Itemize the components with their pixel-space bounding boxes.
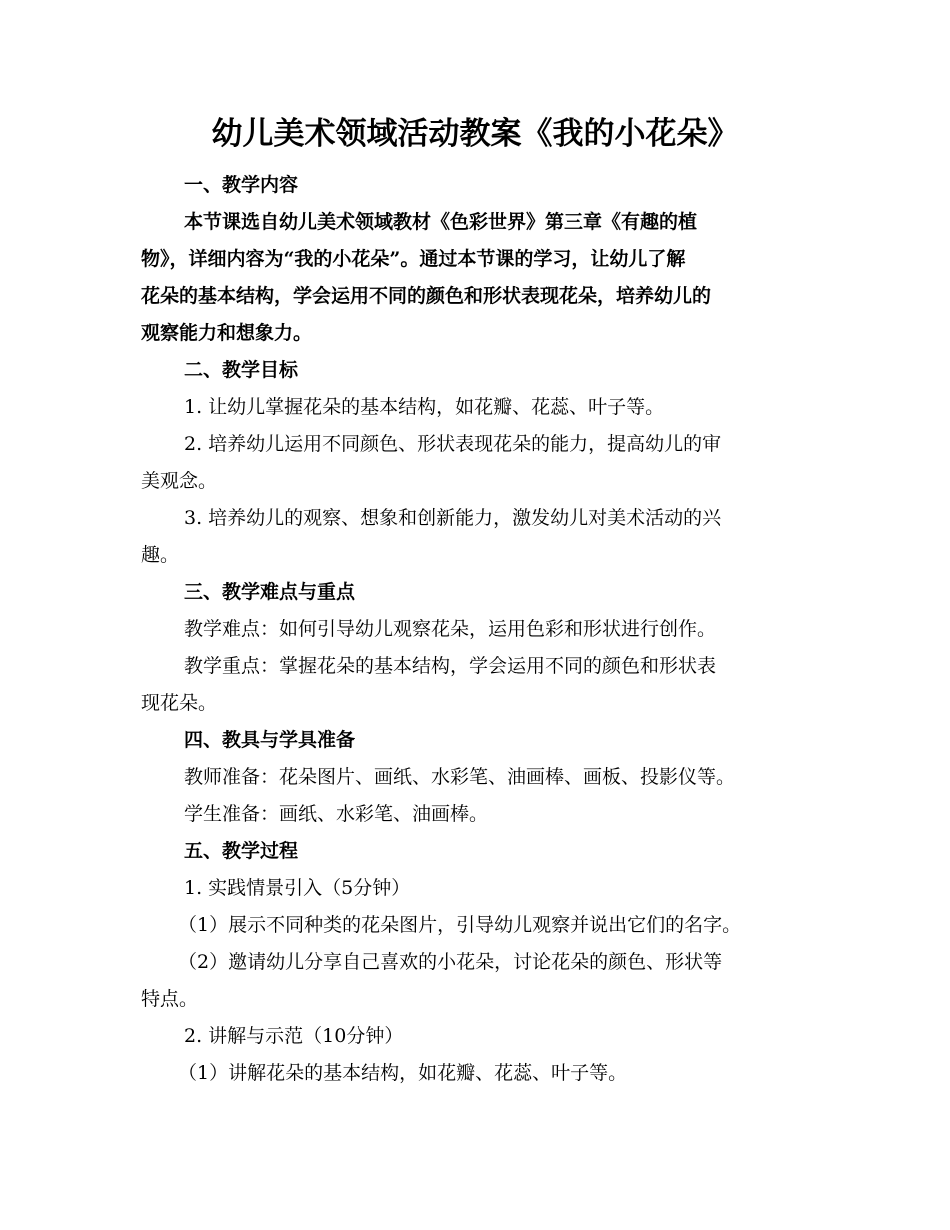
list-item-continuation: 特点。 [141,988,199,1010]
list-item: 1. 让幼儿掌握花朵的基本结构，如花瓣、花蕊、叶子等。 [184,396,665,418]
paragraph-line: 现花朵。 [141,692,218,714]
paragraph-line: 教学难点：如何引导幼儿观察花朵，运用色彩和形状进行创作。 [184,618,717,640]
paragraph-line: 观察能力和想象力。 [141,322,313,344]
list-item: （1）讲解花朵的基本结构，如花瓣、花蕊、叶子等。 [178,1062,628,1084]
paragraph-line: 本节课选自幼儿美术领域教材《色彩世界》第三章《有趣的植 [184,211,698,233]
list-item: （1）展示不同种类的花朵图片，引导幼儿观察并说出它们的名字。 [178,914,742,936]
list-item-continuation: 趣。 [141,544,180,566]
paragraph-line: 学生准备：画纸、水彩笔、油画棒。 [184,803,489,825]
paragraph-line: 教师准备：花朵图片、画纸、水彩笔、油画棒、画板、投影仪等。 [184,766,736,788]
list-item-continuation: 美观念。 [141,470,218,492]
list-item: 2. 培养幼儿运用不同颜色、形状表现花朵的能力，提高幼儿的审 [184,433,722,455]
section-heading-goals: 二、教学目标 [184,359,299,381]
list-item: 2. 讲解与示范（10分钟） [184,1025,404,1047]
list-item: 3. 培养幼儿的观察、想象和创新能力，激发幼儿对美术活动的兴 [184,507,722,529]
paragraph-line: 花朵的基本结构，学会运用不同的颜色和形状表现花朵，培养幼儿的 [141,285,712,307]
paragraph-line: 教学重点：掌握花朵的基本结构，学会运用不同的颜色和形状表 [184,655,717,677]
list-item: （2）邀请幼儿分享自己喜欢的小花朵，讨论花朵的颜色、形状等 [178,951,723,973]
list-item: 1. 实践情景引入（5分钟） [184,877,411,899]
document-title: 幼儿美术领域活动教案《我的小花朵》 [211,116,739,152]
section-heading-materials: 四、教具与学具准备 [184,729,356,751]
paragraph-line: 物》，详细内容为“我的小花朵”。通过本节课的学习，让幼儿了解 [141,248,686,270]
section-heading-keypoints: 三、教学难点与重点 [184,581,356,603]
section-heading-process: 五、教学过程 [184,840,299,862]
section-heading-content: 一、教学内容 [184,174,299,196]
